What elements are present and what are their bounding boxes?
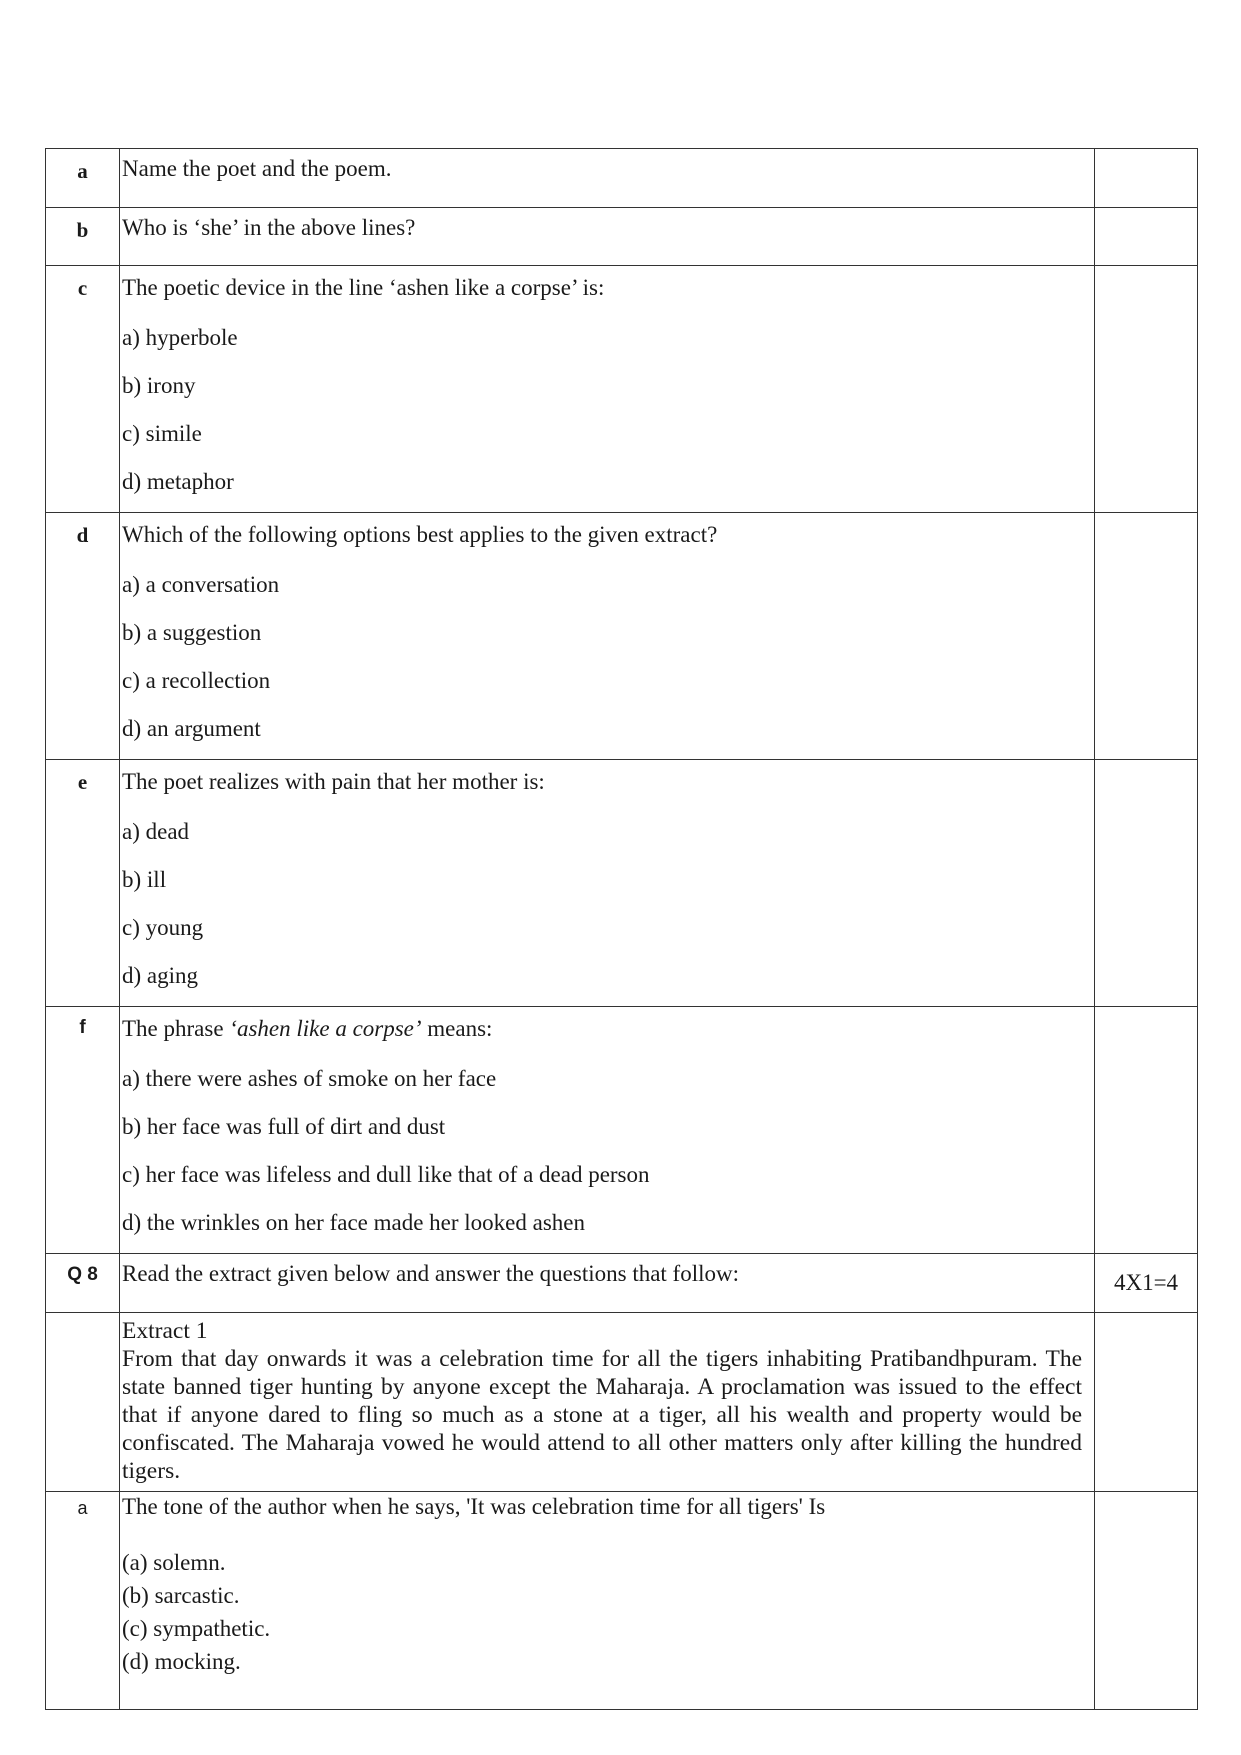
question-row-b — [46, 208, 1198, 266]
option-d: d) metaphor — [122, 469, 234, 494]
row-label: a — [46, 149, 120, 208]
option-a: a) hyperbole — [122, 325, 238, 350]
question-text: The tone of the author when he says, 'It was celebration time for all tigers' Is — [122, 1494, 826, 1519]
question-text-cell — [120, 760, 1095, 1007]
option-d: d) aging — [122, 963, 199, 988]
extract-title: Extract 1 — [122, 1318, 208, 1344]
extract-body: From that day onwards it was a celebration time for all the tigers inhabiting Pratibandhpuram. The state banned tiger hunting by anyone except the Maharaja. A proclamation was issued to the effect that if anyone dared to fling so much as a stone at a tiger, all his wealth and property would be confiscated. The Maharaja vowed he would attend to all other matters only after killing the hundred tigers. — [122, 1346, 1082, 1484]
marks-cell — [1095, 513, 1198, 760]
question-text: Name the poet and the poem. — [122, 156, 392, 181]
option-b: (b) sarcastic. — [122, 1583, 240, 1608]
question-table — [45, 148, 1198, 1710]
question-text: The poet realizes with pain that her mother is: — [122, 769, 545, 794]
option-d: (d) mocking. — [122, 1649, 241, 1674]
option-c: c) young — [122, 915, 204, 940]
question-row-d — [46, 513, 1198, 760]
question-row-c — [46, 266, 1198, 513]
option-a: a) there were ashes of smoke on her face — [122, 1066, 497, 1091]
question-row-e — [46, 760, 1198, 1007]
empty-label-cell — [46, 1313, 120, 1492]
question-text-cell — [120, 149, 1095, 208]
question-italic-phrase: ‘ashen like a corpse’ — [229, 1016, 422, 1041]
option-d: d) an argument — [122, 716, 261, 741]
marks-cell — [1095, 149, 1198, 208]
row-label: e — [46, 760, 120, 1007]
row-label: f — [46, 1007, 120, 1254]
marks-value: 4X1=4 — [1095, 1254, 1198, 1313]
option-c: c) a recollection — [122, 668, 271, 693]
question-prefix: The phrase — [122, 1016, 230, 1041]
option-b: b) a suggestion — [122, 620, 262, 645]
row-label: d — [46, 513, 120, 760]
option-a: a) a conversation — [122, 572, 280, 597]
question-text-cell — [120, 1254, 1095, 1313]
question-row-q8 — [46, 1254, 1198, 1313]
question-text — [122, 1017, 1082, 1055]
marks-cell — [1095, 208, 1198, 266]
row-label: a — [46, 1492, 120, 1710]
option-c: c) her face was lifeless and dull like that of a dead person — [122, 1162, 650, 1187]
marks-cell — [1095, 266, 1198, 513]
option-a: a) dead — [122, 819, 190, 844]
question-suffix: means: — [421, 1016, 493, 1041]
extract-row — [46, 1313, 1198, 1492]
option-c: c) simile — [122, 421, 202, 446]
question-text: Who is ‘she’ in the above lines? — [122, 215, 416, 240]
row-label: b — [46, 208, 120, 266]
option-b: b) her face was full of dirt and dust — [122, 1114, 446, 1139]
question-text-cell — [120, 513, 1095, 760]
question-text-cell — [120, 208, 1095, 266]
marks-cell — [1095, 1313, 1198, 1492]
question-text: Which of the following options best applies to the given extract? — [122, 522, 718, 547]
marks-cell — [1095, 1007, 1198, 1254]
extract-passage — [122, 1317, 1082, 1485]
marks-cell — [1095, 1492, 1198, 1710]
option-c: (c) sympathetic. — [122, 1616, 271, 1641]
extract-cell — [120, 1313, 1095, 1492]
question-row-q8a — [46, 1492, 1198, 1710]
option-d: d) the wrinkles on her face made her looked ashen — [122, 1210, 586, 1235]
question-instruction: Read the extract given below and answer the questions that follow: — [122, 1261, 739, 1286]
question-text-cell — [120, 266, 1095, 513]
question-text: The poetic device in the line ‘ashen like a corpse’ is: — [122, 275, 605, 300]
question-text-cell — [120, 1492, 1095, 1710]
option-a: (a) solemn. — [122, 1550, 226, 1575]
row-label: c — [46, 266, 120, 513]
question-row-f — [46, 1007, 1198, 1254]
option-b: b) ill — [122, 867, 167, 892]
marks-cell — [1095, 760, 1198, 1007]
question-text-cell — [120, 1007, 1095, 1254]
question-row-a — [46, 149, 1198, 208]
option-b: b) irony — [122, 373, 196, 398]
question-number: Q 8 — [46, 1254, 120, 1313]
